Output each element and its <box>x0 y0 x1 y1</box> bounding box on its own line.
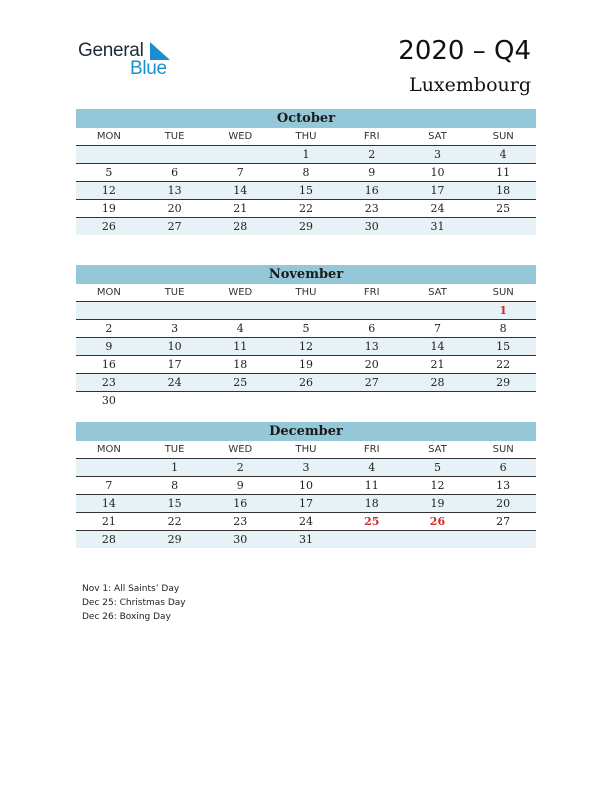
weekday-label: SUN <box>492 287 514 298</box>
day-cell <box>405 531 471 548</box>
day-cell: 10 <box>167 340 182 353</box>
day-cell: 2 <box>236 461 244 474</box>
day-cell <box>405 302 471 319</box>
week-row <box>76 513 536 531</box>
day-cell: 21 <box>233 202 248 215</box>
day-cell: 4 <box>236 322 244 335</box>
day-cell: 13 <box>364 340 379 353</box>
day-cell: 22 <box>299 202 314 215</box>
weekday-label: SAT <box>428 444 447 455</box>
week-row <box>76 356 536 374</box>
week-row <box>76 374 536 392</box>
day-cell: 2 <box>105 322 113 335</box>
day-cell: 14 <box>101 497 116 510</box>
day-cell: 18 <box>233 358 248 371</box>
day-cell <box>339 302 405 319</box>
day-cell <box>76 146 142 163</box>
day-cell: 14 <box>430 340 445 353</box>
month-october <box>76 109 536 235</box>
day-cell: 28 <box>233 220 248 233</box>
day-cell: 25 <box>233 376 248 389</box>
day-cell: 8 <box>499 322 507 335</box>
day-cell <box>207 146 273 163</box>
month-header: October <box>76 109 536 128</box>
day-cell: 18 <box>364 497 379 510</box>
day-cell <box>207 302 273 319</box>
holiday-notes <box>82 582 186 624</box>
logo-blue-text: Blue <box>130 58 167 79</box>
logo-general-text: General <box>78 40 144 61</box>
day-cell: 31 <box>430 220 445 233</box>
day-cell: 9 <box>236 479 244 492</box>
country-subtitle: Luxembourg <box>409 74 531 96</box>
holiday-day-cell: 1 <box>499 304 507 317</box>
month-december <box>76 422 536 548</box>
day-cell: 1 <box>302 148 310 161</box>
week-row <box>76 200 536 218</box>
weekday-label: TUE <box>164 287 185 298</box>
day-cell: 9 <box>368 166 376 179</box>
day-cell: 6 <box>171 166 179 179</box>
day-cell: 9 <box>105 340 113 353</box>
day-cell: 8 <box>302 166 310 179</box>
weekday-label: SAT <box>428 287 447 298</box>
day-cell: 24 <box>430 202 445 215</box>
weekday-label: WED <box>228 444 253 455</box>
day-cell: 13 <box>496 479 511 492</box>
month-header: November <box>76 265 536 284</box>
day-cell: 27 <box>167 220 182 233</box>
holiday-note: Nov 1: All Saints’ Day <box>82 584 180 594</box>
week-row <box>76 218 536 235</box>
month-november <box>76 265 536 409</box>
weekday-label: THU <box>295 287 317 298</box>
day-cell: 20 <box>364 358 379 371</box>
week-row <box>76 531 536 548</box>
holiday-day-cell: 25 <box>364 515 380 528</box>
day-cell: 17 <box>299 497 314 510</box>
day-cell: 23 <box>101 376 116 389</box>
day-cell: 8 <box>171 479 179 492</box>
day-cell: 3 <box>171 322 179 335</box>
day-cell: 3 <box>302 461 310 474</box>
day-cell: 27 <box>364 376 379 389</box>
day-cell: 5 <box>105 166 113 179</box>
day-cell: 6 <box>368 322 376 335</box>
week-row <box>76 302 536 320</box>
day-cell: 14 <box>233 184 248 197</box>
day-cell <box>470 218 536 235</box>
day-cell: 11 <box>233 340 248 353</box>
weekday-label: FRI <box>363 131 380 142</box>
holiday-note: Dec 25: Christmas Day <box>82 598 186 608</box>
day-cell: 1 <box>171 461 179 474</box>
week-row <box>76 495 536 513</box>
week-row <box>76 164 536 182</box>
day-cell: 24 <box>167 376 182 389</box>
page-title: 2020 – Q4 <box>398 36 531 66</box>
day-cell <box>142 146 208 163</box>
day-cell <box>207 392 273 409</box>
day-cell: 29 <box>299 220 314 233</box>
day-cell: 19 <box>430 497 445 510</box>
day-cell: 19 <box>101 202 116 215</box>
day-cell: 23 <box>233 515 248 528</box>
day-cell: 16 <box>101 358 116 371</box>
day-cell: 11 <box>364 479 379 492</box>
day-cell: 5 <box>302 322 310 335</box>
day-cell <box>142 302 208 319</box>
day-cell: 26 <box>299 376 314 389</box>
week-row <box>76 146 536 164</box>
day-cell: 12 <box>101 184 116 197</box>
weekday-label: MON <box>96 444 121 455</box>
weekday-label: WED <box>228 131 253 142</box>
day-cell: 30 <box>364 220 379 233</box>
day-cell: 17 <box>430 184 445 197</box>
day-cell: 20 <box>496 497 511 510</box>
holiday-note: Dec 26: Boxing Day <box>82 612 171 622</box>
day-cell: 29 <box>167 533 182 546</box>
day-cell: 21 <box>430 358 445 371</box>
weekday-label: WED <box>228 287 253 298</box>
day-cell: 22 <box>167 515 182 528</box>
day-cell: 5 <box>433 461 441 474</box>
weekday-label: TUE <box>164 131 185 142</box>
month-header: December <box>76 422 536 441</box>
week-row <box>76 338 536 356</box>
day-cell: 4 <box>368 461 376 474</box>
weekday-label: SAT <box>428 131 447 142</box>
day-cell: 21 <box>101 515 116 528</box>
day-cell: 30 <box>233 533 248 546</box>
day-cell: 4 <box>499 148 507 161</box>
day-cell: 2 <box>368 148 376 161</box>
weekday-label: THU <box>295 131 317 142</box>
day-cell: 3 <box>433 148 441 161</box>
day-cell <box>339 392 405 409</box>
weekday-header-row <box>76 441 536 459</box>
day-cell: 15 <box>167 497 182 510</box>
weekday-header-row <box>76 284 536 302</box>
weekday-header-row <box>76 128 536 146</box>
day-cell <box>76 459 142 476</box>
day-cell: 10 <box>430 166 445 179</box>
week-row <box>76 459 536 477</box>
day-cell: 16 <box>233 497 248 510</box>
day-cell <box>470 531 536 548</box>
day-cell: 16 <box>364 184 379 197</box>
weekday-label: FRI <box>363 444 380 455</box>
day-cell: 7 <box>433 322 441 335</box>
generalblue-logo <box>78 40 178 80</box>
day-cell: 11 <box>496 166 511 179</box>
holiday-day-cell: 26 <box>429 515 446 528</box>
week-row <box>76 477 536 495</box>
day-cell <box>470 392 536 409</box>
weekday-label: TUE <box>164 444 185 455</box>
week-row <box>76 392 536 409</box>
week-row <box>76 320 536 338</box>
day-cell: 12 <box>430 479 445 492</box>
day-cell: 7 <box>105 479 113 492</box>
day-cell: 31 <box>299 533 314 546</box>
day-cell: 18 <box>496 184 511 197</box>
day-cell: 25 <box>496 202 511 215</box>
weekday-label: MON <box>96 131 121 142</box>
day-cell: 28 <box>430 376 445 389</box>
day-cell: 10 <box>299 479 314 492</box>
day-cell: 6 <box>499 461 507 474</box>
day-cell <box>273 302 339 319</box>
day-cell <box>76 302 142 319</box>
day-cell: 12 <box>299 340 314 353</box>
weekday-label: FRI <box>363 287 380 298</box>
weekday-label: MON <box>96 287 121 298</box>
day-cell: 28 <box>101 533 116 546</box>
day-cell <box>405 392 471 409</box>
day-cell: 15 <box>299 184 314 197</box>
weekday-label: SUN <box>492 444 514 455</box>
day-cell: 23 <box>364 202 379 215</box>
day-cell: 30 <box>101 394 116 407</box>
day-cell: 17 <box>167 358 182 371</box>
day-cell: 24 <box>299 515 314 528</box>
day-cell: 13 <box>167 184 182 197</box>
weekday-label: SUN <box>492 131 514 142</box>
day-cell: 26 <box>101 220 116 233</box>
weekday-label: THU <box>295 444 317 455</box>
day-cell <box>273 392 339 409</box>
day-cell: 20 <box>167 202 182 215</box>
day-cell: 22 <box>496 358 511 371</box>
day-cell: 15 <box>496 340 511 353</box>
day-cell <box>339 531 405 548</box>
week-row <box>76 182 536 200</box>
day-cell <box>142 392 208 409</box>
day-cell: 27 <box>496 515 511 528</box>
day-cell: 19 <box>299 358 314 371</box>
day-cell: 7 <box>236 166 244 179</box>
day-cell: 29 <box>496 376 511 389</box>
